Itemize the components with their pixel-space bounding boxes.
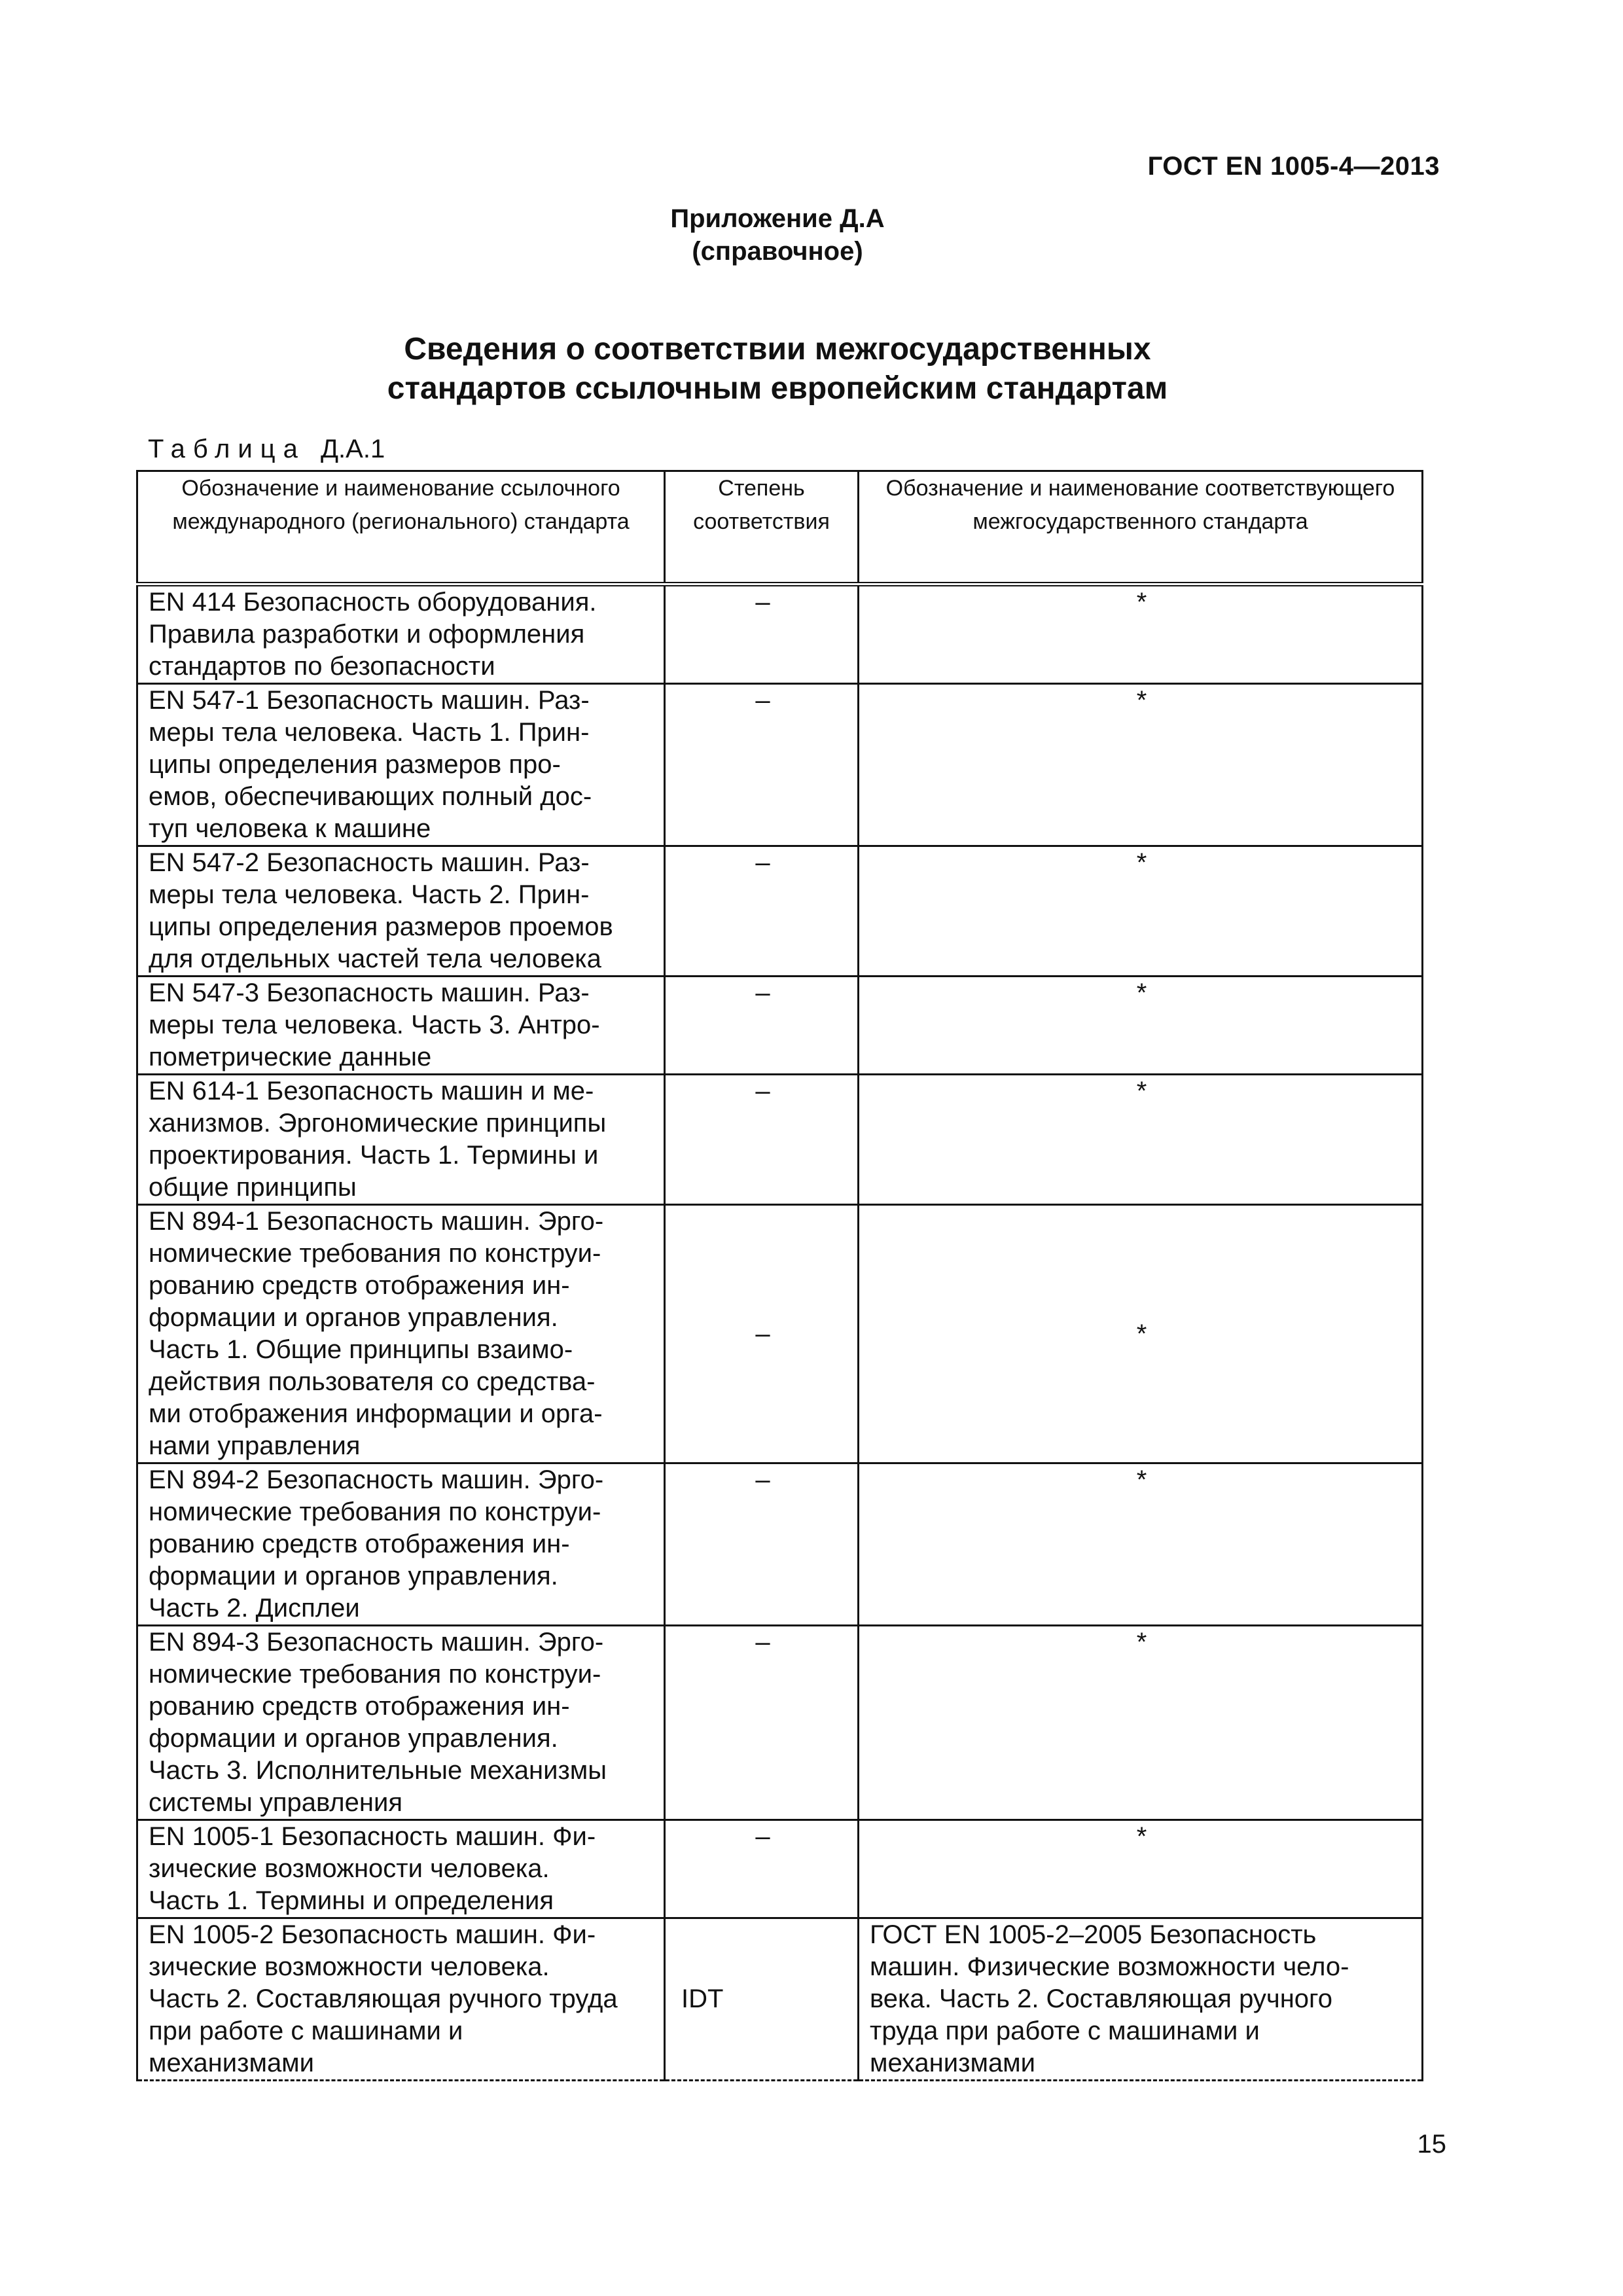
table-label-number: Д.А.1 [320,435,385,463]
column-header: Обозначение и наименование ссылочного международного (регионального) стандарта [137,471,665,584]
corresponding-standard-cell: * [859,977,1423,1075]
degree-cell: – [665,1075,859,1205]
page-number: 15 [1417,2130,1446,2159]
reference-standard-cell: EN 547-1 Безопасность машин. Раз- меры тела человека. Часть 1. Прин- ципы определения размеров про- емов, обеспечивающих полный дос- туп человека к машине [137,684,665,846]
table-row [137,1205,1423,1463]
document-title-line1: Сведения о соответствии межгосударственных [404,332,1151,367]
table-label [148,435,385,464]
corresponding-standard-cell: * [859,1626,1423,1820]
column-header: Обозначение и наименование соответствующего межгосударственного стандарта [859,471,1423,584]
correspondence-table [136,470,1423,2081]
table-row [137,977,1423,1075]
reference-standard-cell: EN 894-2 Безопасность машин. Эрго- номические требования по конструи- рованию средств отображения ин- формации и органов управления. Часть 2. Дисплеи [137,1463,665,1626]
table-header-row [137,471,1423,584]
corresponding-standard-cell: * [859,1463,1423,1626]
corresponding-standard-cell: * [859,584,1423,684]
standard-code: ГОСТ EN 1005-4—2013 [1147,152,1440,181]
document-title-line2: стандартов ссылочным европейским стандартам [387,371,1168,406]
reference-standard-cell: EN 1005-1 Безопасность машин. Фи- зические возможности человека. Часть 1. Термины и определения [137,1820,665,1918]
degree-cell: – [665,1820,859,1918]
table-row [137,684,1423,846]
reference-standard-cell: EN 614-1 Безопасность машин и ме- ханизмов. Эргономические принципы проектирования. Часть 1. Термины и общие принципы [137,1075,665,1205]
annex-title: Приложение Д.А [670,204,885,233]
table-row [137,1626,1423,1820]
table-row [137,1820,1423,1918]
corresponding-standard-cell: * [859,1820,1423,1918]
reference-standard-cell: EN 547-3 Безопасность машин. Раз- меры тела человека. Часть 3. Антро- пометрические данные [137,977,665,1075]
degree-cell: – [665,584,859,684]
table-label-word: Таблица [148,435,306,463]
degree-cell: – [665,846,859,977]
degree-cell: – [665,684,859,846]
reference-standard-cell: EN 894-3 Безопасность машин. Эрго- номические требования по конструи- рованию средств отображения ин- формации и органов управления. Часть 3. Исполнительные механизмы системы управления [137,1626,665,1820]
degree-cell: – [665,1626,859,1820]
reference-standard-cell: EN 1005-2 Безопасность машин. Фи- зические возможности человека. Часть 2. Составляющая ручного труда при работе с машинами и механизмами [137,1918,665,2081]
degree-cell: – [665,977,859,1075]
reference-standard-cell: EN 894-1 Безопасность машин. Эрго- номические требования по конструи- рованию средств отображения ин- формации и органов управления. Часть 1. Общие принципы взаимо- действия пользователя со средства- ми отображения информации и орга- нами управления [137,1205,665,1463]
degree-cell: – [665,1205,859,1463]
table-row [137,1918,1423,2081]
corresponding-standard-cell: * [859,1205,1423,1463]
annex-type: (справочное) [692,237,863,266]
table-row [137,584,1423,684]
degree-cell: IDT [665,1918,859,2081]
corresponding-standard-cell: ГОСТ EN 1005-2–2005 Безопасность машин. Физические возможности чело- века. Часть 2. Составляющая ручного труда при работе с машинами и механизмами [859,1918,1423,2081]
degree-cell: – [665,1463,859,1626]
table-row [137,1075,1423,1205]
corresponding-standard-cell: * [859,684,1423,846]
table-row [137,846,1423,977]
corresponding-standard-cell: * [859,1075,1423,1205]
corresponding-standard-cell: * [859,846,1423,977]
reference-standard-cell: EN 547-2 Безопасность машин. Раз- меры тела человека. Часть 2. Прин- ципы определения размеров проемов для отдельных частей тела человека [137,846,665,977]
column-header: Степень соответствия [665,471,859,584]
reference-standard-cell: EN 414 Безопасность оборудования. Правила разработки и оформления стандартов по безопасности [137,584,665,684]
table-row [137,1463,1423,1626]
